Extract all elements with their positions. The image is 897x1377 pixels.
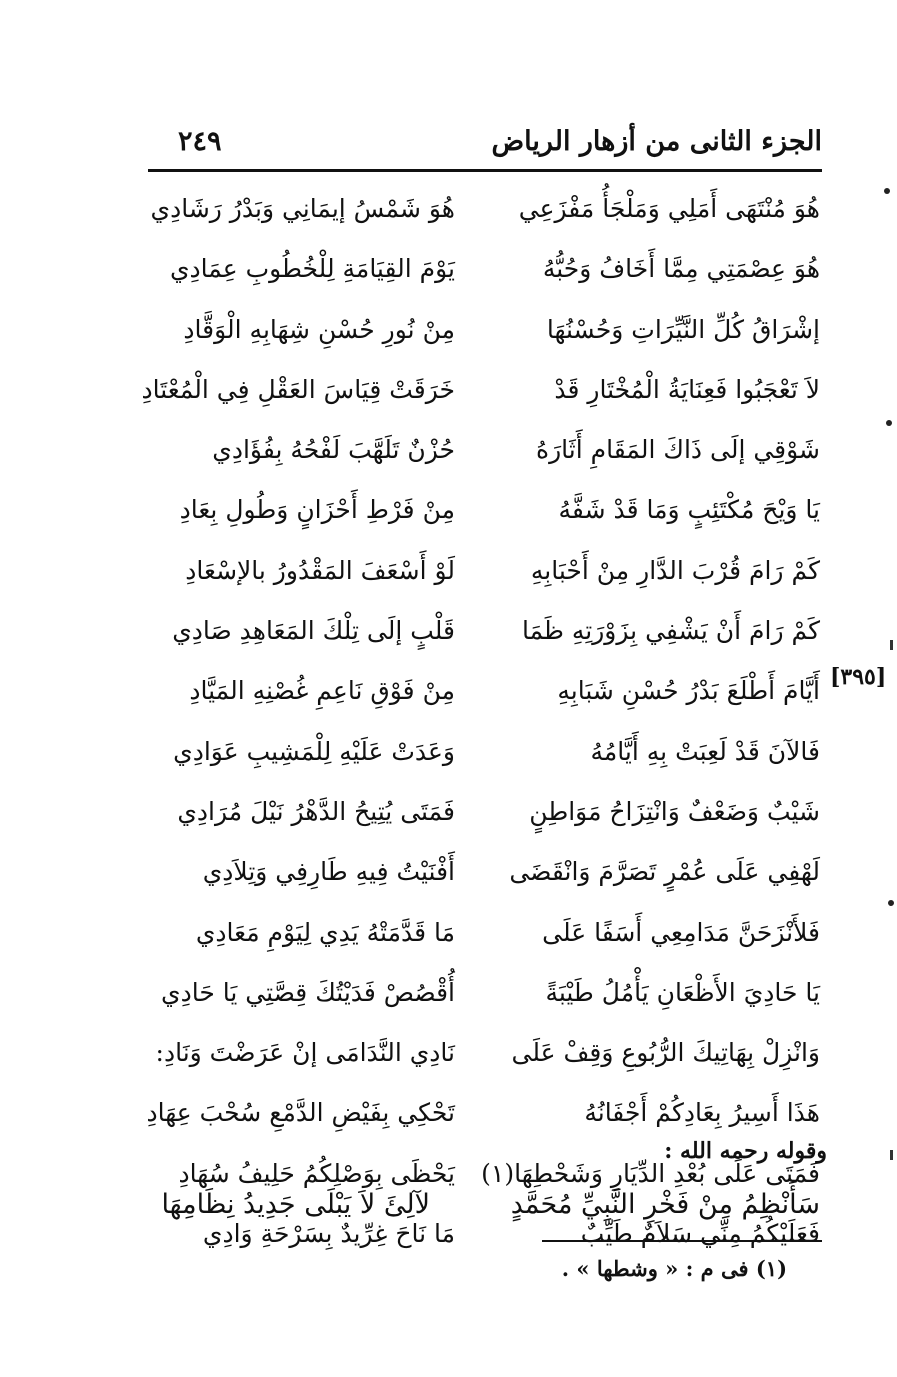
verse-second-hemistich: فَمَتَى يُتِيحُ الدَّهْرُ نَيْلَ مُرَادِي — [177, 796, 455, 826]
verse — [150, 904, 820, 964]
verse-first-hemistich: أَيَّامَ أَطْلَعَ بَدْرُ حُسْنِ شَبَابِهِ — [557, 676, 820, 706]
verse — [150, 783, 820, 843]
verse — [150, 301, 820, 361]
margin-speck — [886, 420, 892, 426]
verse — [150, 602, 820, 662]
verse-second-hemistich: لَوْ أَسْعَفَ المَقْدُورُ بالإسْعَادِ — [185, 555, 455, 585]
verse-second-hemistich: يَحْظَى بِوَصْلِكُمُ حَلِيفُ سُهَادِ — [178, 1158, 455, 1188]
final-verse — [150, 1182, 820, 1232]
verse-first-hemistich: لاَ تَعْجَبُوا فَعِنَايَةُ الْمُخْتَارِ قَدْ — [554, 374, 820, 404]
verse — [150, 662, 820, 722]
footnote-rule — [542, 1240, 822, 1242]
poem-intro: وقوله رحمه الله : — [664, 1138, 827, 1164]
verse-first-hemistich: فَالآنَ قَدْ لَعِبَتْ بِهِ أَيَّامُهُ — [590, 736, 820, 766]
verse-second-hemistich: نَادِي النَّدَامَى إنْ عَرَضْتَ وَنَادِ: — [155, 1038, 455, 1068]
verse-second-hemistich: أُقْصُصْ فَدَيْتُكَ قِصَّتِي يَا حَادِي — [161, 977, 455, 1007]
verse-first-hemistich: شَوْقِي إلَى ذَاكَ المَقَامِ أَثَارَهُ — [536, 435, 820, 465]
header-rule — [148, 169, 822, 172]
verse-second-hemistich: أَفْنَيْتُ فِيهِ طَارِفِي وَتِلاَدِي — [202, 857, 455, 887]
running-title: الجزء الثانى من أزهار الرياض — [491, 126, 822, 157]
verse-first-hemistich: كَمْ رَامَ أَنْ يَشْفِي بِزَوْرَتِهِ ظَمَا — [521, 616, 820, 646]
verse — [150, 481, 820, 541]
final-verse-second-hemistich: لآلِئَ لاَ يَبْلَى جَدِيدُ نِظَامِهَا — [161, 1189, 430, 1220]
verse-first-hemistich: هُوَ مُنْتَهَى أَمَلِي وَمَلْجَأُ مَفْزَعِي — [518, 194, 820, 223]
page-number: ٢٤٩ — [178, 126, 222, 157]
final-verse-first-hemistich: سَأَنْظِمُ مِنْ فَخْرِ النَّبِيِّ مُحَمَّدٍ — [510, 1189, 820, 1220]
verse-second-hemistich: وَعَدَتْ عَلَيْهِ لِلْمَشِيبِ عَوَادِي — [173, 736, 455, 766]
verse-first-hemistich: شَيْبٌ وَضَعْفٌ وَانْتِزَاحُ مَوَاطِنٍ — [529, 796, 820, 826]
verse-first-hemistich: يَا وَيْحَ مُكْتَئِبٍ وَمَا قَدْ شَفَّهُ — [558, 495, 820, 525]
verse — [150, 421, 820, 481]
verse — [146, 1084, 820, 1144]
verse-second-hemistich: قَلْبٍ إلَى تِلْكَ المَعَاهِدِ صَادِي — [172, 616, 455, 646]
verse-first-hemistich: فَمَتَى عَلَى بُعْدِ الدِّيَارِ وَشَحْطِهَا(١) — [481, 1158, 820, 1188]
verse-second-hemistich: تَحْكِي بِفَيْضِ الدَّمْعِ سُحْبَ عِهَادِ — [146, 1098, 455, 1128]
page-header — [148, 120, 822, 168]
verse-second-hemistich: هُوَ شَمْسُ إيمَانِي وَبَدْرُ رَشَادِي — [150, 194, 455, 223]
verse-second-hemistich: مَا قَدَّمَتْهُ يَدِي لِيَوْمِ مَعَادِي — [195, 917, 455, 947]
margin-speck — [884, 188, 890, 194]
verse — [150, 180, 820, 240]
verse-second-hemistich: خَرَقَتْ قِيَاسَ العَقْلِ فِي الْمُعْتَادِ — [141, 374, 455, 404]
verse-first-hemistich: هَذَا أَسِيرُ بِعَادِكُمْ أَجْفَانُهُ — [584, 1098, 820, 1128]
verse-second-hemistich: مِنْ فَوْقِ نَاعِمِ غُصْنِهِ المَيَّادِ — [189, 676, 455, 706]
verse — [150, 723, 820, 783]
verse-second-hemistich: حُزْنٌ تَلَهَّبَ لَفْحُهُ بِفُؤَادِي — [212, 435, 455, 465]
verse-first-hemistich: هُوَ عِصْمَتِي مِمَّا أَخَافُ وَحُبُّهُ — [542, 254, 820, 284]
verse-second-hemistich: مَا نَاحَ غِرِّيدٌ بِسَرْحَةِ وَادِي — [202, 1219, 455, 1249]
verse-first-hemistich: وَانْزِلْ بِهَاتِيكَ الرُّبُوعِ وَقِفْ عَلَى — [511, 1038, 820, 1068]
verse — [150, 843, 820, 903]
verse — [150, 1024, 820, 1084]
margin-page-reference: [٣٩٥] — [830, 664, 887, 690]
margin-mark — [890, 1150, 893, 1160]
margin-speck — [888, 900, 894, 906]
verse-second-hemistich: مِنْ فَرْطِ أَحْزَانٍ وَطُولِ بِعَادِ — [179, 495, 455, 525]
verse-second-hemistich: مِنْ نُورِ حُسْنِ شِهَابِهِ الْوَقَّادِ — [183, 314, 455, 344]
margin-mark — [890, 640, 893, 650]
verse-first-hemistich: يَا حَادِيَ الأَظْعَانِ يَأْمُلُ طَيْبَةً — [545, 977, 820, 1007]
poem — [141, 180, 820, 1265]
verse-first-hemistich: لَهْفِي عَلَى عُمْرٍ تَصَرَّمَ وَانْقَضَى — [509, 857, 820, 887]
verse-first-hemistich: كَمْ رَامَ قُرْبَ الدَّارِ مِنْ أَحْبَابِهِ — [530, 555, 820, 585]
verse — [150, 542, 820, 602]
verse — [150, 240, 820, 300]
verse — [150, 964, 820, 1024]
verse-first-hemistich: فَعَلَيْكُمُ مِنِّي سَلاَمٌ طَيِّبٌ — [580, 1219, 820, 1249]
footnote: (١) فى م : « وشطها » . — [561, 1256, 787, 1281]
verse-second-hemistich: يَوْمَ القِيَامَةِ لِلْخُطُوبِ عِمَادِي — [169, 254, 455, 284]
verse-first-hemistich: إشْرَاقُ كُلِّ النَّيِّرَاتِ وَحُسْنُهَا — [546, 314, 820, 344]
verse-first-hemistich: فَلأَنْزَحَنَّ مَدَامِعِي أَسَفًا عَلَى — [542, 917, 820, 947]
verse — [141, 361, 820, 421]
